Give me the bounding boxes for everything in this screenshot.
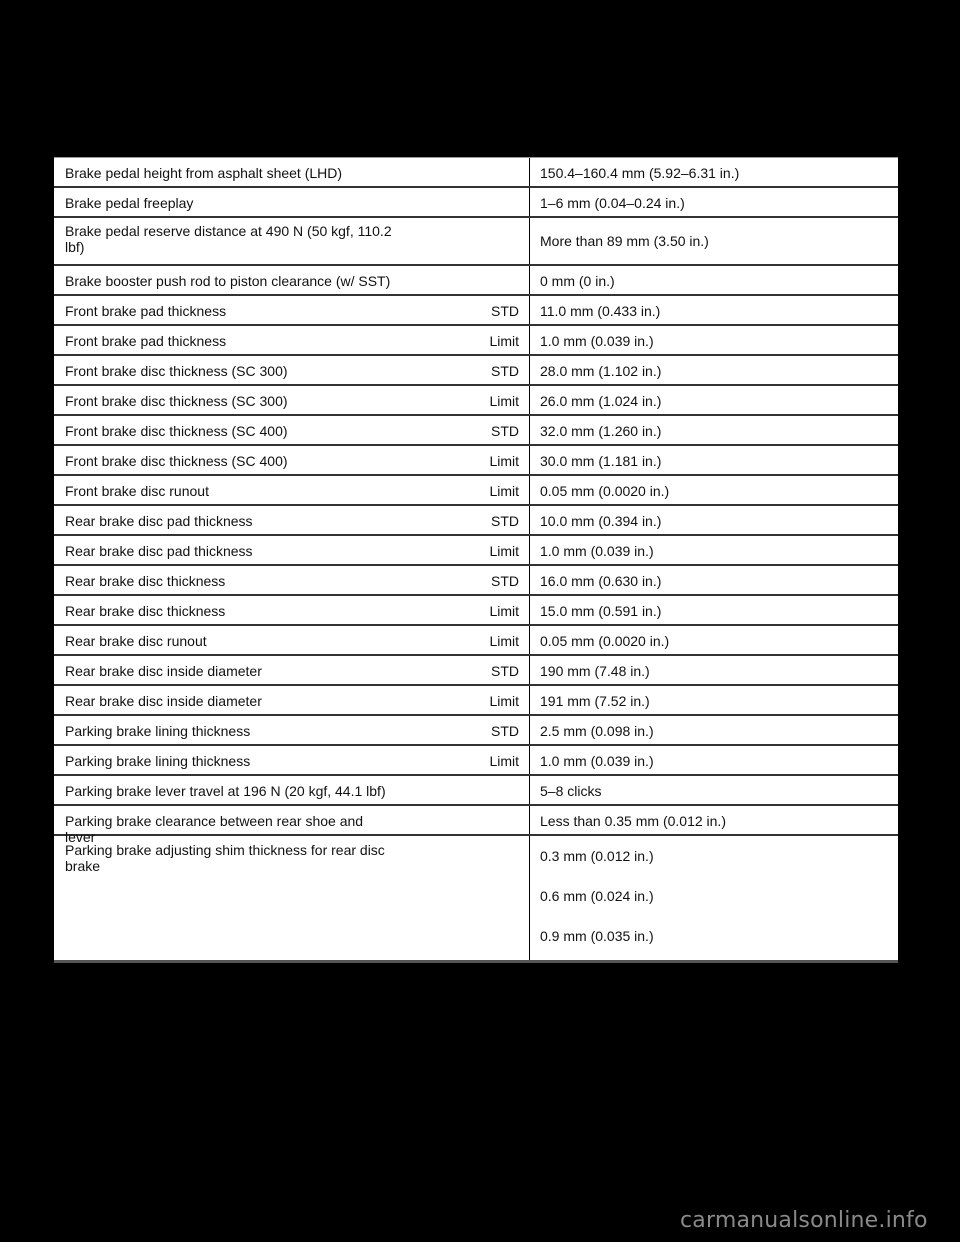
value-cell: 26.0 mm (1.024 in.) bbox=[540, 392, 662, 409]
item-cell bbox=[54, 806, 530, 845]
table-row bbox=[54, 684, 898, 714]
item-cell bbox=[54, 218, 530, 264]
item-cell bbox=[54, 476, 530, 504]
value-cell: 32.0 mm (1.260 in.) bbox=[540, 422, 662, 439]
item-label: Rear brake disc thickness bbox=[65, 573, 226, 589]
value-cell: 15.0 mm (0.591 in.) bbox=[540, 602, 662, 619]
qualifier: STD bbox=[491, 513, 519, 529]
item-label: Rear brake disc pad thickness bbox=[65, 543, 253, 559]
item-cell bbox=[54, 686, 530, 714]
qualifier: Limit bbox=[489, 393, 519, 409]
item-cell bbox=[54, 656, 530, 684]
item-label: Rear brake disc inside diameter bbox=[65, 693, 262, 709]
item-cell bbox=[54, 626, 530, 654]
value-cell: 0 mm (0 in.) bbox=[540, 272, 615, 289]
item-label: Parking brake lining thickness bbox=[65, 753, 251, 769]
value-cell: 28.0 mm (1.102 in.) bbox=[540, 362, 662, 379]
table-row bbox=[54, 264, 898, 294]
qualifier: Limit bbox=[489, 753, 519, 769]
item-cell bbox=[54, 386, 530, 414]
specification-table bbox=[54, 157, 898, 963]
table-row bbox=[54, 294, 898, 324]
value-cell: 1.0 mm (0.039 in.) bbox=[540, 332, 654, 349]
table-row bbox=[54, 216, 898, 264]
item-cell bbox=[54, 716, 530, 744]
table-row bbox=[54, 594, 898, 624]
qualifier: STD bbox=[491, 363, 519, 379]
qualifier: STD bbox=[491, 303, 519, 319]
value-cell: 11.0 mm (0.433 in.) bbox=[540, 302, 661, 319]
value-cell: 5–8 clicks bbox=[540, 782, 602, 799]
item-label: Parking brake adjusting shim thickness for rear disc brake bbox=[65, 842, 385, 874]
item-label: Rear brake disc runout bbox=[65, 633, 207, 649]
value-cell: 10.0 mm (0.394 in.) bbox=[540, 512, 662, 529]
table-row bbox=[54, 774, 898, 804]
item-label: Parking brake lining thickness bbox=[65, 723, 251, 739]
table-row bbox=[54, 744, 898, 774]
item-cell bbox=[54, 188, 530, 216]
value-cell: 150.4–160.4 mm (5.92–6.31 in.) bbox=[540, 164, 740, 181]
item-cell bbox=[54, 536, 530, 564]
qualifier: STD bbox=[491, 723, 519, 739]
item-label: Front brake disc thickness (SC 300) bbox=[65, 393, 288, 409]
qualifier: STD bbox=[491, 663, 519, 679]
item-label: Rear brake disc pad thickness bbox=[65, 513, 253, 529]
table-row bbox=[54, 354, 898, 384]
item-label: Brake pedal freeplay bbox=[65, 195, 194, 211]
table-row bbox=[54, 414, 898, 444]
table-row bbox=[54, 157, 898, 186]
table-row bbox=[54, 534, 898, 564]
value-cell: 2.5 mm (0.098 in.) bbox=[540, 722, 654, 739]
qualifier: STD bbox=[491, 573, 519, 589]
value-cell: 0.05 mm (0.0020 in.) bbox=[540, 632, 670, 649]
item-label: Front brake pad thickness bbox=[65, 303, 227, 319]
value-cell: 0.05 mm (0.0020 in.) bbox=[540, 482, 670, 499]
value-cell: Less than 0.35 mm (0.012 in.) bbox=[540, 812, 726, 829]
item-cell bbox=[54, 356, 530, 384]
table-row bbox=[54, 474, 898, 504]
item-label: Front brake disc thickness (SC 400) bbox=[65, 423, 288, 439]
qualifier: Limit bbox=[489, 633, 519, 649]
item-label: Front brake disc thickness (SC 400) bbox=[65, 453, 288, 469]
item-label: Front brake pad thickness bbox=[65, 333, 227, 349]
value-cell: 191 mm (7.52 in.) bbox=[540, 692, 650, 709]
item-cell bbox=[54, 446, 530, 474]
item-cell bbox=[54, 836, 530, 960]
qualifier: Limit bbox=[489, 693, 519, 709]
value-cell: 30.0 mm (1.181 in.) bbox=[540, 452, 662, 469]
value-cell: 16.0 mm (0.630 in.) bbox=[540, 572, 662, 589]
item-cell bbox=[54, 566, 530, 594]
value-cell: More than 89 mm (3.50 in.) bbox=[540, 233, 709, 249]
item-cell bbox=[54, 416, 530, 444]
watermark: carmanualsonline.info bbox=[680, 1208, 928, 1233]
qualifier: Limit bbox=[489, 333, 519, 349]
item-cell bbox=[54, 746, 530, 774]
qualifier: Limit bbox=[489, 483, 519, 499]
item-label: Front brake disc runout bbox=[65, 483, 209, 499]
value-cell-list bbox=[530, 836, 898, 960]
table-row bbox=[54, 504, 898, 534]
item-cell bbox=[54, 266, 530, 294]
item-label: Rear brake disc inside diameter bbox=[65, 663, 262, 679]
table-row bbox=[54, 444, 898, 474]
qualifier: STD bbox=[491, 423, 519, 439]
qualifier: Limit bbox=[489, 603, 519, 619]
item-label: Brake pedal height from asphalt sheet (LHD) bbox=[65, 165, 343, 181]
item-cell bbox=[54, 506, 530, 534]
item-label: Parking brake clearance between rear shoe and lever bbox=[65, 813, 364, 845]
qualifier: Limit bbox=[489, 453, 519, 469]
item-cell bbox=[54, 776, 530, 804]
item-label: Rear brake disc thickness bbox=[65, 603, 226, 619]
item-label: Front brake disc thickness (SC 300) bbox=[65, 363, 288, 379]
table-row bbox=[54, 186, 898, 216]
value-cell: 1–6 mm (0.04–0.24 in.) bbox=[540, 194, 685, 211]
table-row bbox=[54, 714, 898, 744]
table-row bbox=[54, 804, 898, 845]
item-cell bbox=[54, 296, 530, 324]
shim-value: 0.6 mm (0.024 in.) bbox=[540, 888, 654, 904]
table-row bbox=[54, 654, 898, 684]
table-row bbox=[54, 384, 898, 414]
item-cell bbox=[54, 158, 530, 186]
shim-value: 0.3 mm (0.012 in.) bbox=[540, 848, 654, 864]
value-cell: 1.0 mm (0.039 in.) bbox=[540, 752, 654, 769]
item-label: Parking brake lever travel at 196 N (20 kgf, 44.1 lbf) bbox=[65, 783, 386, 799]
item-label: Brake booster push rod to piston clearance (w/ SST) bbox=[65, 273, 391, 289]
qualifier: Limit bbox=[489, 543, 519, 559]
shim-value: 0.9 mm (0.035 in.) bbox=[540, 928, 654, 944]
item-cell bbox=[54, 596, 530, 624]
item-label: Brake pedal reserve distance at 490 N (50 kgf, 110.2 lbf) bbox=[65, 223, 392, 255]
value-cell: 190 mm (7.48 in.) bbox=[540, 662, 650, 679]
item-cell bbox=[54, 326, 530, 354]
value-cell: 1.0 mm (0.039 in.) bbox=[540, 542, 654, 559]
table-row bbox=[54, 624, 898, 654]
table-row bbox=[54, 324, 898, 354]
table-row-shim bbox=[54, 834, 898, 960]
table-row bbox=[54, 564, 898, 594]
